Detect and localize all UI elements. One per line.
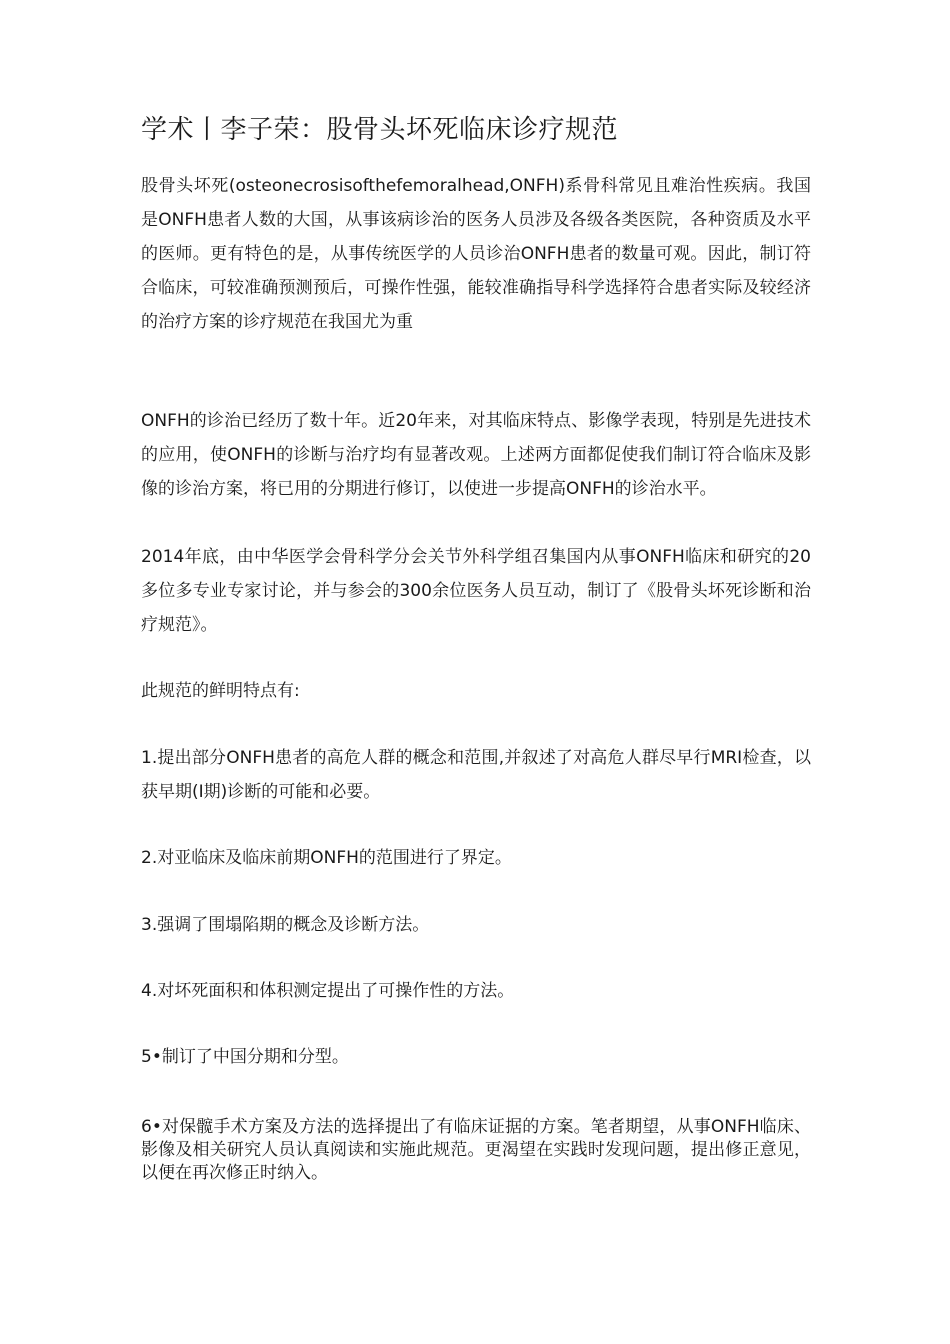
feature-item-3: 3.强调了围塌陷期的概念及诊断方法。 xyxy=(141,915,430,935)
feature-item-5: 5•制订了中国分期和分型。 xyxy=(141,1047,349,1067)
intro-paragraph: 股骨头坏死(osteonecrosisofthefemoralhead,ONFH)系骨科常见且难治性疾病。我国是ONFH患者人数的大国，从事该病诊治的医务人员涉及各级各类医院，各种资质及水平的医师。更有特色的是，从事传统医学的人员诊治ONFH患者的数量可观。因此，制订符合临床，可较准确预测预后，可操作性强，能较准确指导科学选择符合患者实际及较经济的治疗方案的诊疗规范在我国尤为重 xyxy=(141,176,811,332)
feature-item-4: 4.对坏死面积和体积测定提出了可操作性的方法。 xyxy=(141,981,515,1001)
feature-item-2: 2.对亚临床及临床前期ONFH的范围进行了界定。 xyxy=(141,848,512,868)
feature-item-6: 6•对保髋手术方案及方法的选择提出了有临床证据的方案。笔者期望，从事ONFH临床、影像及相关研究人员认真阅读和实施此规范。更渴望在实践时发现问题，提出修正意见，以便在再次修正时纳入。 xyxy=(141,1117,811,1183)
history-paragraph: ONFH的诊治已经历了数十年。近20年来，对其临床特点、影像学表现，特别是先进技术的应用，使ONFH的诊断与治疗均有显著改观。上述两方面都促使我们制订符合临床及影像的诊治方案，将已用的分期进行修订，以使进一步提高ONFH的诊治水平。 xyxy=(141,411,811,499)
article-title: 学术丨李子荣：股骨头坏死临床诊疗规范 xyxy=(141,115,619,145)
features-heading: 此规范的鲜明特点有: xyxy=(141,681,300,701)
guideline-origin-paragraph: 2014年底，由中华医学会骨科学分会关节外科学组召集国内从事ONFH临床和研究的20多位多专业专家讨论，并与参会的300余位医务人员互动，制订了《股骨头坏死诊断和治疗规范》。 xyxy=(141,547,811,635)
feature-item-1: 1.提出部分ONFH患者的高危人群的概念和范围,并叙述了对高危人群尽早行MRI检查，以获早期(I期)诊断的可能和必要。 xyxy=(141,748,811,802)
